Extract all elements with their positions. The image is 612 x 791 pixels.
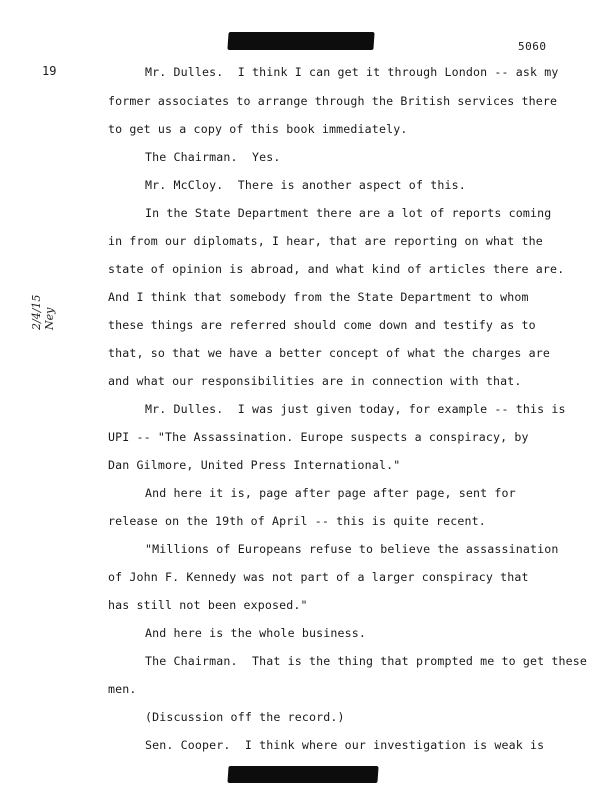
- text-line: in from our diplomats, I hear, that are reporting on what the: [108, 234, 543, 248]
- text-line: Sen. Cooper. I think where our investigation is weak is: [145, 738, 545, 752]
- text-line: has still not been exposed.": [108, 598, 308, 612]
- text-line: these things are referred should come down and testify as to: [108, 318, 536, 332]
- text-line: And here it is, page after page after page, sent for: [145, 486, 516, 500]
- text-line: Mr. Dulles. I was just given today, for example -- this is: [145, 402, 566, 416]
- text-line: UPI -- "The Assassination. Europe suspects a conspiracy, by: [108, 430, 529, 444]
- text-line: And here is the whole business.: [145, 626, 367, 640]
- text-line: The Chairman. That is the thing that prompted me to get these: [145, 654, 588, 668]
- text-line: release on the 19th of April -- this is quite recent.: [108, 514, 486, 528]
- text-line: Dan Gilmore, United Press International.": [108, 458, 401, 472]
- text-line: Mr. Dulles. I think I can get it through London -- ask my: [145, 65, 559, 79]
- text-line: of John F. Kennedy was not part of a larger conspiracy that: [108, 570, 529, 584]
- text-line: The Chairman. Yes.: [145, 150, 281, 164]
- text-line: former associates to arrange through the British services there: [108, 94, 558, 108]
- text-line: that, so that we have a better concept of what the charges are: [108, 346, 551, 360]
- redaction-bar-top: [227, 32, 374, 50]
- annotation-initials: Ney: [43, 307, 56, 330]
- text-line: to get us a copy of this book immediately.: [108, 122, 408, 136]
- redaction-bar-bottom: [227, 766, 378, 783]
- annotation-date: 2/4/15: [30, 294, 43, 330]
- text-line: men.: [108, 682, 137, 696]
- text-line: And I think that somebody from the State Department to whom: [108, 290, 529, 304]
- margin-annotation: [30, 290, 110, 330]
- text-line: state of opinion is abroad, and what kind of articles there are.: [108, 262, 565, 276]
- line-number: 19: [42, 64, 57, 78]
- text-line: In the State Department there are a lot of reports coming: [145, 206, 552, 220]
- text-line: (Discussion off the record.): [145, 710, 345, 724]
- text-line: Mr. McCloy. There is another aspect of this.: [145, 178, 466, 192]
- text-line: and what our responsibilities are in connection with that.: [108, 374, 522, 388]
- text-line: "Millions of Europeans refuse to believe the assassination: [145, 542, 559, 556]
- page-number: 5060: [518, 40, 547, 53]
